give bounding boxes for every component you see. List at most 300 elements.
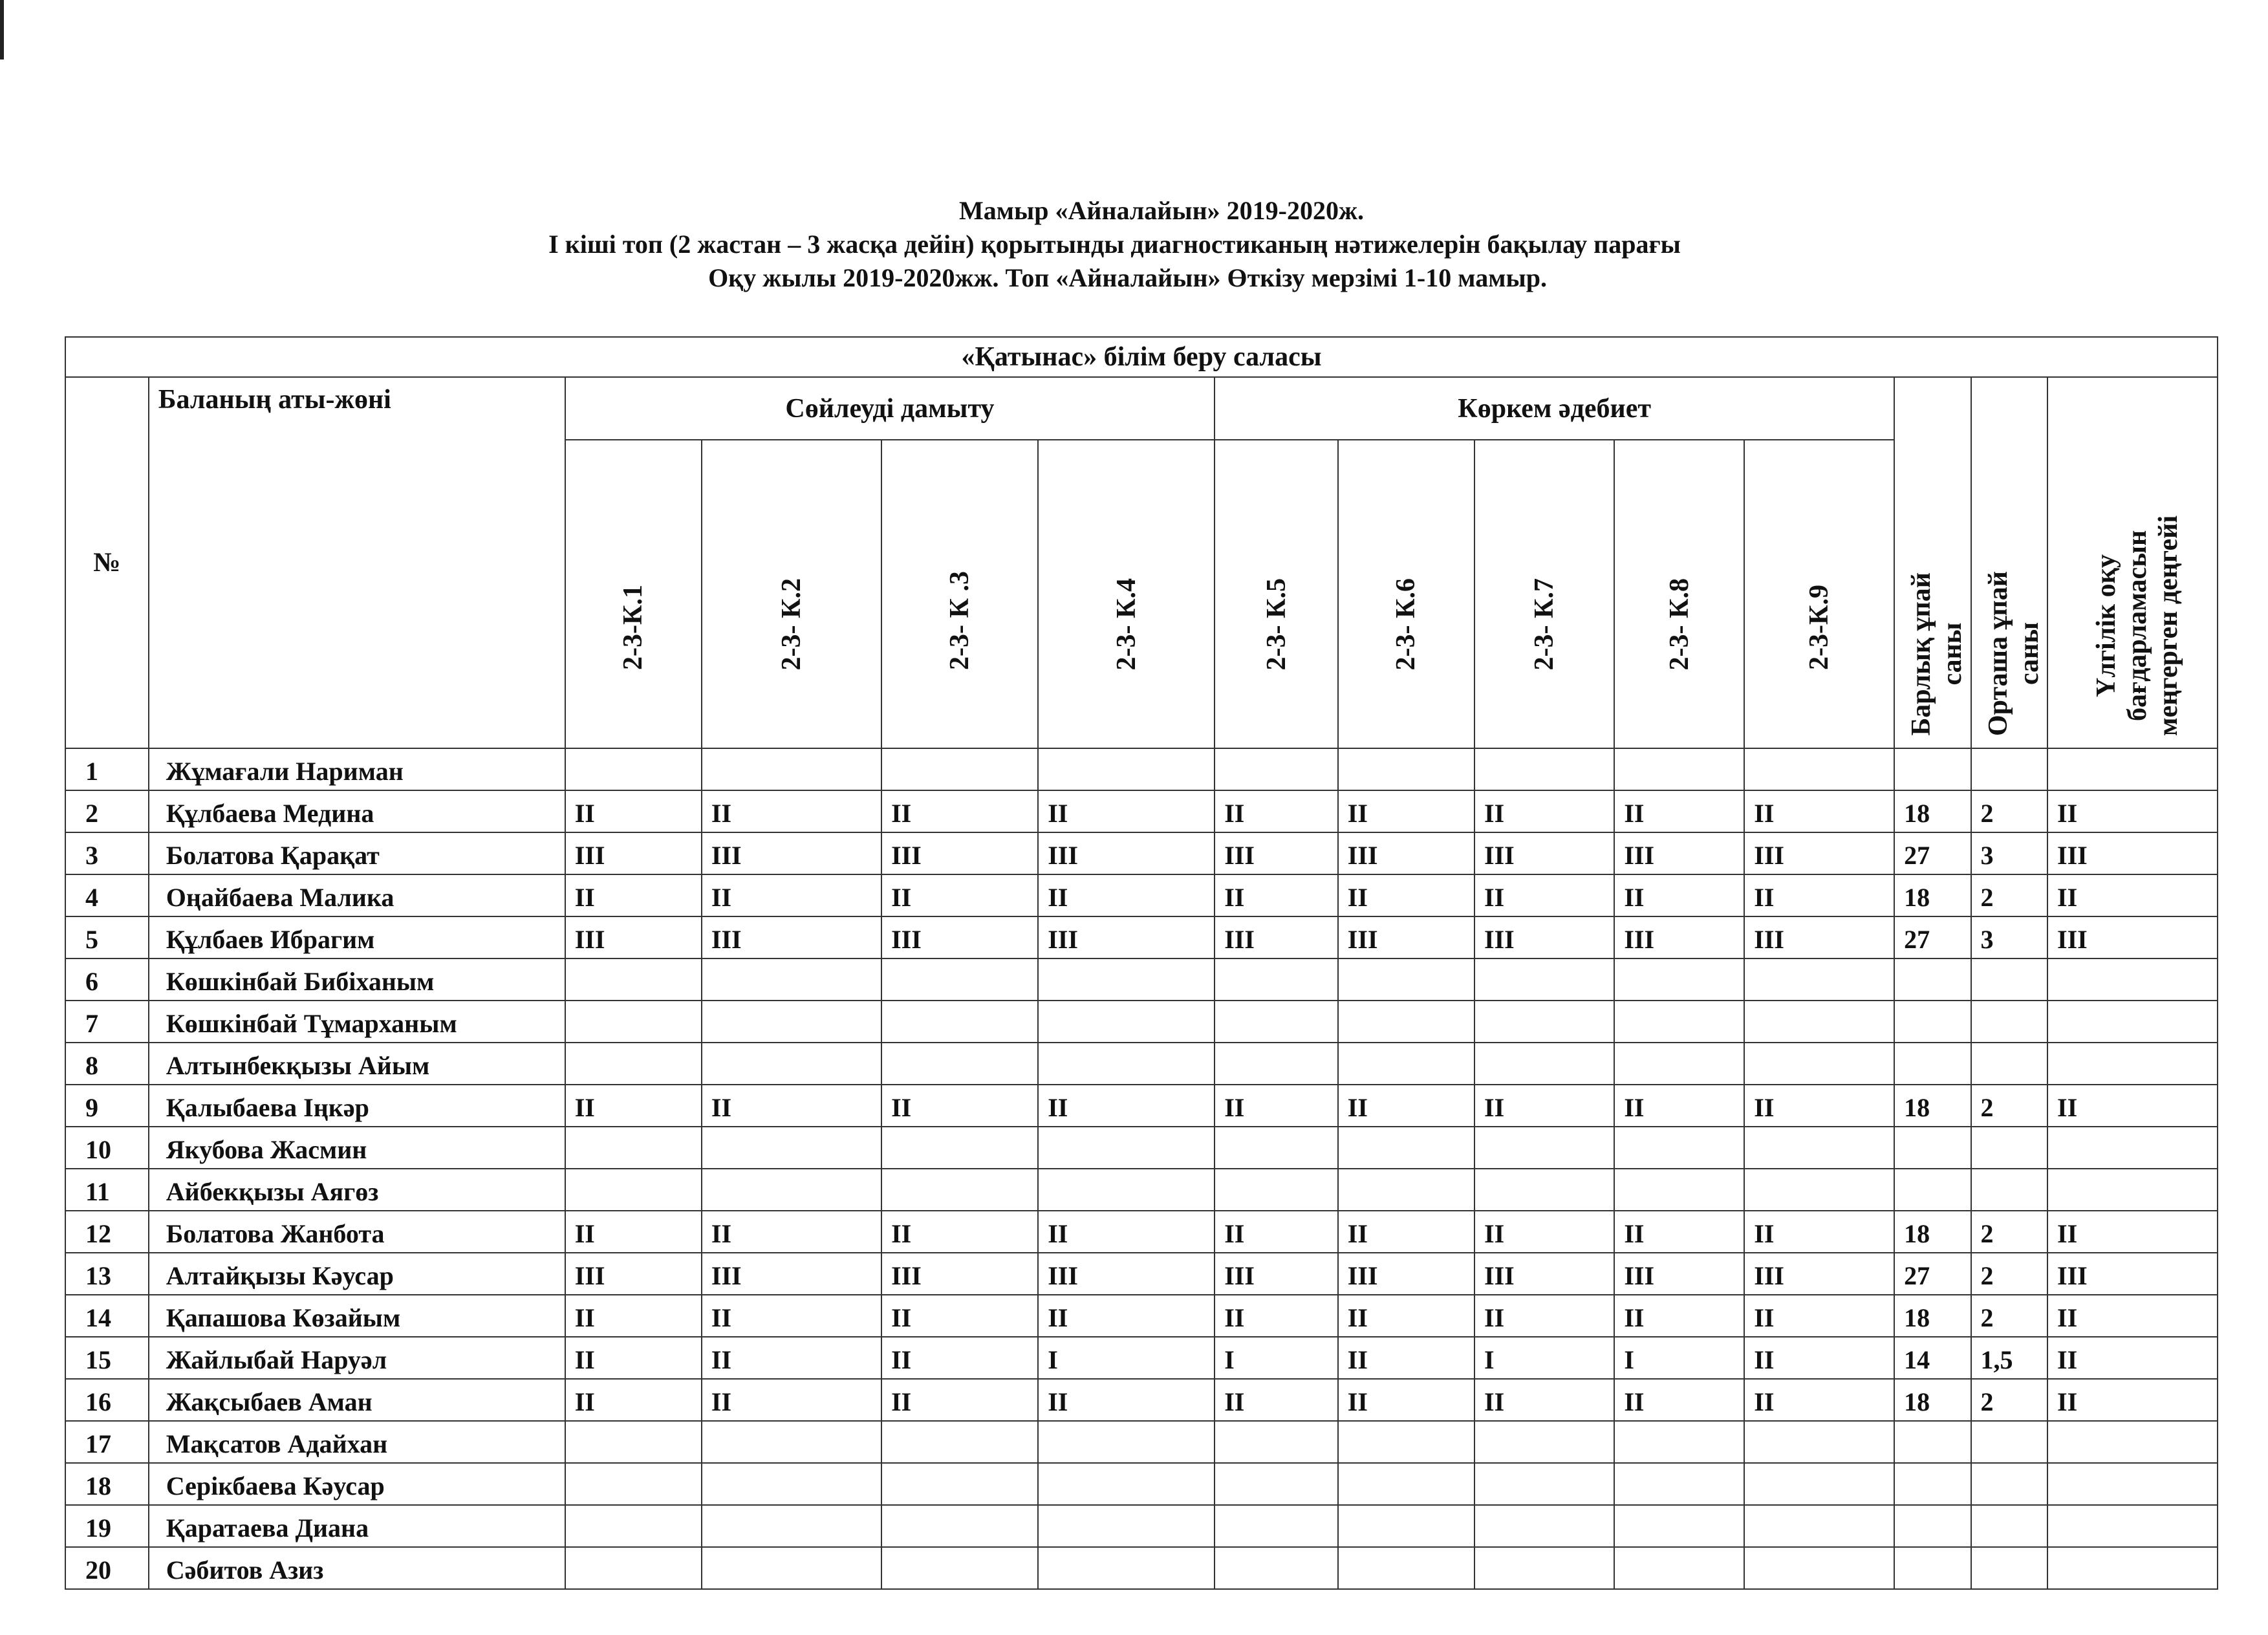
total-score-cell	[1894, 1421, 1971, 1463]
criteria-level-cell: III	[1338, 916, 1474, 958]
child-name: Көшкінбай Бибіханым	[149, 958, 565, 1001]
criteria-level-cell: II	[1474, 1295, 1614, 1337]
child-name: Қалыбаева Іңкәр	[149, 1085, 565, 1127]
criteria-level-cell: II	[1038, 790, 1215, 832]
criteria-level-cell	[1215, 1547, 1338, 1589]
criteria-level-cell	[1215, 1127, 1338, 1169]
criteria-level-cell	[1338, 748, 1474, 790]
average-score-cell: 3	[1971, 916, 2047, 958]
criteria-level-cell: II	[1744, 1295, 1894, 1337]
child-name: Болатова Қарақат	[149, 832, 565, 874]
total-score-cell	[1894, 1547, 1971, 1589]
criteria-level-cell: II	[881, 1379, 1038, 1421]
child-name: Алтайқызы Кәусар	[149, 1253, 565, 1295]
level-cell	[2047, 1463, 2218, 1505]
criteria-level-cell	[565, 1169, 702, 1211]
level-cell	[2047, 1547, 2218, 1589]
criteria-level-cell: II	[1038, 1211, 1215, 1253]
average-score-cell	[1971, 1463, 2047, 1505]
criteria-level-cell: II	[1215, 1085, 1338, 1127]
criteria-code-header	[1338, 440, 1474, 748]
criteria-level-cell	[881, 1505, 1038, 1547]
criteria-level-cell: II	[702, 790, 881, 832]
total-score-cell	[1894, 748, 1971, 790]
table-row	[65, 1085, 2218, 1127]
level-cell: II	[2047, 1295, 2218, 1337]
criteria-level-cell: II	[702, 1337, 881, 1379]
row-number: 7	[65, 1001, 149, 1043]
criteria-level-cell: III	[881, 832, 1038, 874]
criteria-level-cell	[565, 1547, 702, 1589]
total-score-cell	[1894, 1169, 1971, 1211]
criteria-level-cell	[881, 1547, 1038, 1589]
criteria-level-cell: III	[1215, 832, 1338, 874]
criteria-level-cell: II	[565, 1337, 702, 1379]
row-number: 6	[65, 958, 149, 1001]
criteria-level-cell: III	[1744, 1253, 1894, 1295]
criteria-level-cell: II	[1038, 874, 1215, 916]
criteria-code-label: 2-3- К.5	[1261, 578, 1291, 670]
criteria-level-cell	[1744, 1001, 1894, 1043]
criteria-level-cell	[1744, 1463, 1894, 1505]
criteria-level-cell: III	[1038, 1253, 1215, 1295]
criteria-level-cell	[881, 1001, 1038, 1043]
level-cell: II	[2047, 1379, 2218, 1421]
child-name: Сәбитов Азиз	[149, 1547, 565, 1589]
level-cell	[2047, 1001, 2218, 1043]
criteria-level-cell	[565, 1505, 702, 1547]
criteria-level-cell: I	[1038, 1337, 1215, 1379]
criteria-level-cell	[1614, 1169, 1744, 1211]
total-score-cell	[1894, 1127, 1971, 1169]
criteria-level-cell: II	[1338, 790, 1474, 832]
criteria-level-cell: III	[1474, 832, 1614, 874]
table-row	[65, 958, 2218, 1001]
criteria-level-cell	[1474, 1547, 1614, 1589]
criteria-level-cell	[1744, 1169, 1894, 1211]
criteria-level-cell	[1038, 1547, 1215, 1589]
criteria-level-cell	[702, 1421, 881, 1463]
level-cell: II	[2047, 874, 2218, 916]
criteria-level-cell	[1474, 958, 1614, 1001]
criteria-level-cell	[1744, 1547, 1894, 1589]
criteria-code-header	[565, 440, 702, 748]
criteria-level-cell: II	[1338, 1085, 1474, 1127]
criteria-level-cell: II	[702, 1211, 881, 1253]
average-score-cell: 2	[1971, 1085, 2047, 1127]
criteria-level-cell: II	[1215, 790, 1338, 832]
criteria-level-cell: II	[1744, 1085, 1894, 1127]
criteria-level-cell	[702, 748, 881, 790]
level-cell	[2047, 1169, 2218, 1211]
criteria-level-cell: III	[1614, 916, 1744, 958]
criteria-level-cell	[1215, 1505, 1338, 1547]
criteria-level-cell	[1744, 1421, 1894, 1463]
criteria-level-cell	[881, 1463, 1038, 1505]
criteria-level-cell	[1038, 1463, 1215, 1505]
criteria-level-cell	[565, 1421, 702, 1463]
criteria-level-cell	[881, 1127, 1038, 1169]
criteria-level-cell	[1474, 1169, 1614, 1211]
level-cell: II	[2047, 1337, 2218, 1379]
criteria-code-header	[1215, 440, 1338, 748]
group-literature: Көркем әдебиет	[1215, 377, 1894, 440]
number-column-header: №	[65, 377, 149, 748]
criteria-level-cell: II	[1038, 1085, 1215, 1127]
criteria-level-cell	[1215, 1421, 1338, 1463]
average-score-cell: 3	[1971, 832, 2047, 874]
criteria-level-cell	[1614, 1127, 1744, 1169]
criteria-level-cell: II	[1614, 790, 1744, 832]
criteria-level-cell: II	[1338, 1379, 1474, 1421]
average-score-cell	[1971, 1043, 2047, 1085]
average-score-header	[1971, 377, 2047, 748]
criteria-level-cell: III	[1744, 832, 1894, 874]
level-cell	[2047, 1421, 2218, 1463]
row-number: 17	[65, 1421, 149, 1463]
row-number: 19	[65, 1505, 149, 1547]
criteria-level-cell: II	[702, 1379, 881, 1421]
row-number: 2	[65, 790, 149, 832]
criteria-code-header	[702, 440, 881, 748]
level-header	[2047, 377, 2218, 748]
criteria-level-cell: II	[565, 1211, 702, 1253]
criteria-level-cell: II	[1474, 790, 1614, 832]
criteria-level-cell: III	[1474, 1253, 1614, 1295]
total-score-cell: 18	[1894, 874, 1971, 916]
criteria-code-label: 2-3-К.9	[1804, 585, 1835, 670]
criteria-level-cell	[702, 1169, 881, 1211]
row-number: 9	[65, 1085, 149, 1127]
criteria-level-cell: II	[1744, 1337, 1894, 1379]
criteria-level-cell	[1614, 1043, 1744, 1085]
criteria-code-label: 2-3- К.6	[1391, 578, 1421, 670]
group-speech-development: Сөйлеуді дамыту	[565, 377, 1215, 440]
table-row	[65, 1337, 2218, 1379]
average-score-cell	[1971, 1547, 2047, 1589]
name-column-header: Баланың аты-жөні	[149, 377, 565, 748]
criteria-level-cell: III	[1614, 1253, 1744, 1295]
criteria-level-cell	[1744, 748, 1894, 790]
child-name: Жұмағали Нариман	[149, 748, 565, 790]
criteria-level-cell	[1038, 1421, 1215, 1463]
total-score-header	[1894, 377, 1971, 748]
criteria-level-cell	[881, 748, 1038, 790]
criteria-level-cell	[1474, 1127, 1614, 1169]
level-cell	[2047, 1127, 2218, 1169]
criteria-level-cell: II	[1614, 874, 1744, 916]
criteria-code-label: 2-3- К.8	[1664, 578, 1694, 670]
criteria-level-cell	[1215, 1001, 1338, 1043]
criteria-level-cell	[881, 958, 1038, 1001]
criteria-level-cell	[565, 1043, 702, 1085]
total-score-cell: 18	[1894, 1085, 1971, 1127]
criteria-level-cell	[1338, 1547, 1474, 1589]
header-line-3: Оқу жылы 2019-2020жж. Топ «Айналайын» Өткізу мерзімі 1-10 мамыр.	[708, 263, 1547, 292]
level-cell	[2047, 1505, 2218, 1547]
criteria-level-cell: II	[565, 790, 702, 832]
average-score-cell: 2	[1971, 874, 2047, 916]
table-row	[65, 1211, 2218, 1253]
criteria-level-cell	[1614, 748, 1744, 790]
criteria-level-cell: III	[1038, 832, 1215, 874]
total-score-cell: 27	[1894, 916, 1971, 958]
table-row	[65, 1001, 2218, 1043]
total-score-cell	[1894, 1463, 1971, 1505]
table-body	[65, 337, 2218, 1589]
criteria-level-cell: II	[881, 790, 1038, 832]
header-line-2: І кіші топ (2 жастан – 3 жасқа дейін) қорытынды диагностиканың нәтижелерін бақылау парағы	[548, 230, 1681, 259]
average-score-label: Орташа ұпай саны	[1983, 571, 2044, 736]
level-cell: III	[2047, 916, 2218, 958]
average-score-cell: 2	[1971, 1211, 2047, 1253]
criteria-code-label: 2-3- К.4	[1111, 578, 1141, 670]
level-cell	[2047, 748, 2218, 790]
child-name: Құлбаева Медина	[149, 790, 565, 832]
criteria-level-cell	[1338, 1127, 1474, 1169]
child-name: Жақсыбаев Аман	[149, 1379, 565, 1421]
child-name: Болатова Жанбота	[149, 1211, 565, 1253]
criteria-level-cell	[1338, 1043, 1474, 1085]
row-number: 12	[65, 1211, 149, 1253]
criteria-level-cell: III	[1744, 916, 1894, 958]
criteria-level-cell	[702, 1505, 881, 1547]
criteria-level-cell: II	[1744, 790, 1894, 832]
criteria-level-cell	[1338, 1463, 1474, 1505]
criteria-level-cell: II	[1744, 1211, 1894, 1253]
criteria-level-cell	[565, 1463, 702, 1505]
level-cell: III	[2047, 1253, 2218, 1295]
criteria-level-cell	[1338, 1169, 1474, 1211]
criteria-level-cell: III	[702, 1253, 881, 1295]
table-row	[65, 1547, 2218, 1589]
criteria-code-label: 2-3- К.7	[1529, 578, 1560, 670]
row-number: 16	[65, 1379, 149, 1421]
child-name: Алтынбекқызы Айым	[149, 1043, 565, 1085]
criteria-level-cell	[1338, 1421, 1474, 1463]
criteria-level-cell: II	[1474, 874, 1614, 916]
criteria-level-cell	[881, 1421, 1038, 1463]
criteria-level-cell	[1038, 1505, 1215, 1547]
criteria-level-cell	[1038, 748, 1215, 790]
criteria-level-cell	[1338, 1505, 1474, 1547]
criteria-level-cell: III	[881, 1253, 1038, 1295]
criteria-level-cell: III	[702, 916, 881, 958]
table-row	[65, 1043, 2218, 1085]
criteria-level-cell: II	[565, 1295, 702, 1337]
criteria-level-cell	[1038, 1127, 1215, 1169]
criteria-level-cell	[1215, 958, 1338, 1001]
row-number: 14	[65, 1295, 149, 1337]
criteria-level-cell	[702, 958, 881, 1001]
criteria-level-cell	[881, 1169, 1038, 1211]
criteria-level-cell: II	[1614, 1379, 1744, 1421]
criteria-level-cell	[1474, 1505, 1614, 1547]
criteria-code-header	[1614, 440, 1744, 748]
criteria-level-cell: III	[1338, 832, 1474, 874]
criteria-level-cell	[702, 1463, 881, 1505]
child-name: Серікбаева Кәусар	[149, 1463, 565, 1505]
criteria-level-cell	[1474, 748, 1614, 790]
row-number: 8	[65, 1043, 149, 1085]
criteria-level-cell	[1614, 1421, 1744, 1463]
criteria-level-cell: III	[565, 832, 702, 874]
level-cell	[2047, 1043, 2218, 1085]
criteria-level-cell: I	[1614, 1337, 1744, 1379]
criteria-level-cell: II	[702, 1085, 881, 1127]
criteria-level-cell: II	[881, 1295, 1038, 1337]
total-score-cell: 18	[1894, 1295, 1971, 1337]
criteria-level-cell: II	[1744, 1379, 1894, 1421]
table-row	[65, 1295, 2218, 1337]
criteria-level-cell: II	[1744, 874, 1894, 916]
criteria-level-cell	[1038, 958, 1215, 1001]
row-number: 4	[65, 874, 149, 916]
criteria-level-cell	[565, 1001, 702, 1043]
criteria-level-cell: II	[881, 874, 1038, 916]
criteria-level-cell: II	[1474, 1211, 1614, 1253]
level-label: Үлгілік оқу бағдарламасын меңгерген деңгейі	[2091, 515, 2183, 736]
criteria-level-cell	[702, 1127, 881, 1169]
criteria-level-cell	[1215, 1043, 1338, 1085]
criteria-level-cell	[565, 958, 702, 1001]
criteria-code-header	[1744, 440, 1894, 748]
average-score-cell	[1971, 1169, 2047, 1211]
criteria-level-cell: II	[1338, 1337, 1474, 1379]
average-score-cell	[1971, 1001, 2047, 1043]
criteria-level-cell	[1614, 1001, 1744, 1043]
child-name: Жайлыбай Наруәл	[149, 1337, 565, 1379]
criteria-code-header	[1038, 440, 1215, 748]
table-row	[65, 1505, 2218, 1547]
row-number: 11	[65, 1169, 149, 1211]
total-score-cell: 18	[1894, 790, 1971, 832]
criteria-level-cell: II	[881, 1337, 1038, 1379]
criteria-level-cell: III	[1474, 916, 1614, 958]
criteria-level-cell	[565, 1127, 702, 1169]
criteria-level-cell	[1474, 1421, 1614, 1463]
child-name: Оңайбаева Малика	[149, 874, 565, 916]
criteria-level-cell	[1744, 1505, 1894, 1547]
child-name: Айбекқызы Аягөз	[149, 1169, 565, 1211]
criteria-level-cell: II	[1338, 874, 1474, 916]
table-row	[65, 790, 2218, 832]
average-score-cell: 2	[1971, 1295, 2047, 1337]
criteria-level-cell: II	[565, 1379, 702, 1421]
total-score-cell: 14	[1894, 1337, 1971, 1379]
criteria-level-cell: II	[565, 1085, 702, 1127]
criteria-level-cell: II	[1038, 1295, 1215, 1337]
criteria-level-cell	[1215, 1463, 1338, 1505]
average-score-cell	[1971, 1127, 2047, 1169]
criteria-level-cell	[1744, 1043, 1894, 1085]
criteria-level-cell	[1338, 1001, 1474, 1043]
criteria-level-cell: III	[565, 1253, 702, 1295]
child-name: Қапашова Көзайым	[149, 1295, 565, 1337]
criteria-level-cell	[702, 1043, 881, 1085]
criteria-code-label: 2-3- К.2	[776, 578, 806, 670]
total-score-cell	[1894, 958, 1971, 1001]
criteria-level-cell	[1038, 1043, 1215, 1085]
child-name: Қаратаева Диана	[149, 1505, 565, 1547]
criteria-level-cell	[1038, 1001, 1215, 1043]
table-row	[65, 832, 2218, 874]
criteria-level-cell	[1614, 958, 1744, 1001]
criteria-level-cell: II	[1215, 1211, 1338, 1253]
criteria-level-cell: II	[1038, 1379, 1215, 1421]
criteria-code-label: 2-3-К.1	[618, 585, 649, 670]
criteria-level-cell	[1744, 958, 1894, 1001]
criteria-level-cell	[702, 1547, 881, 1589]
criteria-level-cell: II	[1215, 1295, 1338, 1337]
table-row	[65, 916, 2218, 958]
level-cell: II	[2047, 1085, 2218, 1127]
criteria-level-cell: III	[1338, 1253, 1474, 1295]
row-number: 5	[65, 916, 149, 958]
table-row	[65, 1379, 2218, 1421]
row-number: 1	[65, 748, 149, 790]
child-name: Көшкінбай Тұмарханым	[149, 1001, 565, 1043]
table-row	[65, 874, 2218, 916]
total-score-cell	[1894, 1043, 1971, 1085]
criteria-level-cell: III	[1215, 1253, 1338, 1295]
criteria-code-header	[881, 440, 1038, 748]
criteria-level-cell	[1474, 1043, 1614, 1085]
criteria-level-cell	[1215, 748, 1338, 790]
criteria-level-cell: II	[1215, 1379, 1338, 1421]
child-name: Мақсатов Адайхан	[149, 1421, 565, 1463]
child-name: Якубова Жасмин	[149, 1127, 565, 1169]
average-score-cell	[1971, 748, 2047, 790]
row-number: 15	[65, 1337, 149, 1379]
criteria-level-cell	[1614, 1505, 1744, 1547]
criteria-level-cell: II	[1614, 1211, 1744, 1253]
criteria-level-cell	[1474, 1463, 1614, 1505]
criteria-level-cell: II	[881, 1085, 1038, 1127]
diagnostic-table	[65, 336, 2218, 1590]
criteria-level-cell: II	[1338, 1295, 1474, 1337]
criteria-level-cell	[1614, 1547, 1744, 1589]
total-score-label: Барлық ұпай саны	[1906, 572, 1968, 736]
header-line-1: Мамыр «Айналайын» 2019-2020ж.	[959, 196, 1364, 225]
criteria-level-cell	[1338, 958, 1474, 1001]
criteria-level-cell: II	[702, 874, 881, 916]
average-score-cell: 2	[1971, 790, 2047, 832]
table-row	[65, 1463, 2218, 1505]
total-score-cell: 18	[1894, 1379, 1971, 1421]
criteria-level-cell: III	[565, 916, 702, 958]
average-score-cell: 1,5	[1971, 1337, 2047, 1379]
criteria-level-cell: III	[1038, 916, 1215, 958]
criteria-level-cell	[565, 748, 702, 790]
row-number: 3	[65, 832, 149, 874]
criteria-level-cell: II	[1338, 1211, 1474, 1253]
average-score-cell	[1971, 1421, 2047, 1463]
criteria-level-cell	[1614, 1463, 1744, 1505]
criteria-level-cell: III	[881, 916, 1038, 958]
table-row	[65, 1253, 2218, 1295]
criteria-level-cell: II	[1215, 874, 1338, 916]
criteria-level-cell: II	[881, 1211, 1038, 1253]
criteria-level-cell: II	[1614, 1085, 1744, 1127]
criteria-level-cell: II	[1474, 1085, 1614, 1127]
row-number: 10	[65, 1127, 149, 1169]
criteria-level-cell: II	[1614, 1295, 1744, 1337]
area-title-row	[65, 337, 2218, 377]
criteria-level-cell	[1474, 1001, 1614, 1043]
row-number: 13	[65, 1253, 149, 1295]
criteria-level-cell: III	[1614, 832, 1744, 874]
